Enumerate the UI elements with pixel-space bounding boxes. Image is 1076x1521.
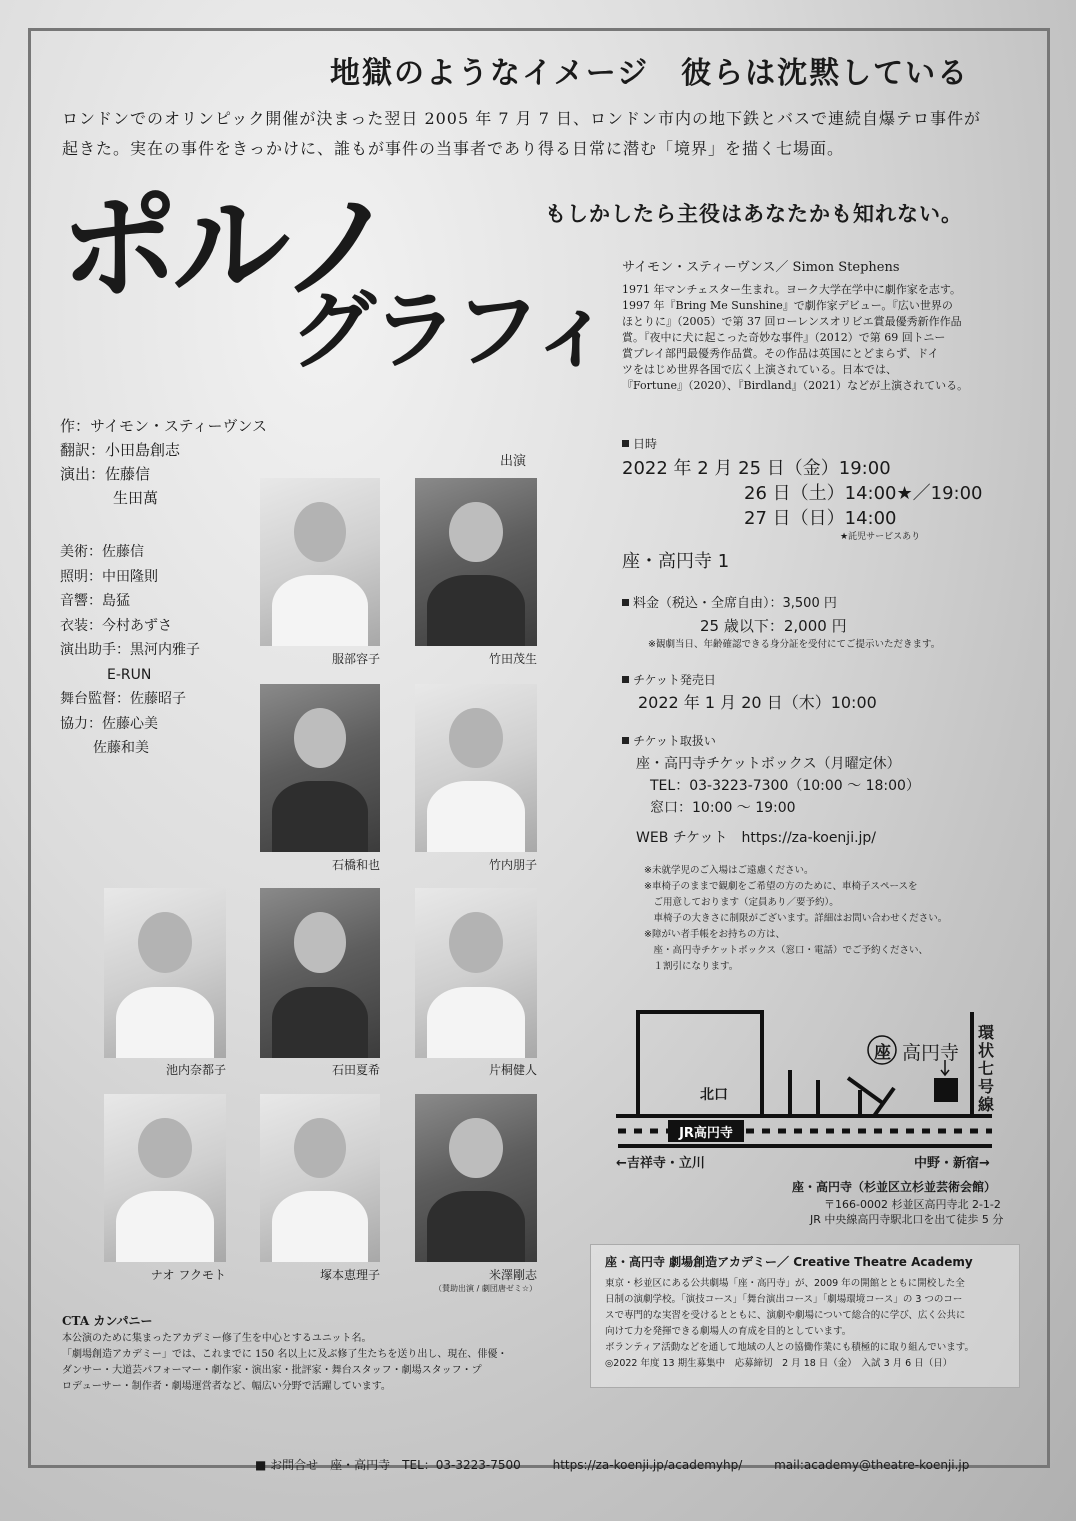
note-line: ※車椅子のままで観劇をご希望の方のために、車椅子スペースを <box>644 881 918 892</box>
cast-photo <box>415 1094 537 1262</box>
tagline: もしかしたら主役はあなたかも知れない。 <box>545 201 963 226</box>
venue-mark: 座 <box>874 1043 891 1063</box>
academy-line: スで専門的な実習を受けるとともに、演劇や劇場について総合的に学び、広く公共に <box>605 1310 966 1321</box>
credit-row <box>60 712 200 737</box>
academy-line: ◎2022 年度 13 期生募集中 応募締切 2 月 18 日（金） 入試 3 月 6 日（日） <box>605 1358 953 1369</box>
cast-note: （賛助出演 / 劇団唐ゼミ☆） <box>434 1284 537 1293</box>
ticket-box: 座・高円寺チケットボックス（月曜定休） <box>636 756 901 772</box>
academy-body <box>605 1276 1019 1372</box>
cast-photo <box>104 888 226 1058</box>
credit-row <box>60 589 200 614</box>
square-bullet-icon <box>622 440 629 447</box>
headline: 地獄のようなイメージ 彼らは沈黙している <box>330 56 970 91</box>
play-title-line2: グラフィ <box>290 280 612 381</box>
cast-photo <box>260 684 380 852</box>
credit-role: 舞台監督： <box>60 691 130 707</box>
author-bio <box>622 260 1032 394</box>
station-label: JR高円寺 <box>679 1126 733 1141</box>
ticket-tel: TEL：03-3223-7300（10:00 ～ 18:00） <box>650 778 920 794</box>
credit-name: E-RUN <box>107 666 152 683</box>
credit-name: 生田萬 <box>113 489 159 507</box>
credit-role: 照明： <box>60 568 102 585</box>
credit-row <box>60 414 267 438</box>
academy-line: ボランティア活動などを通して地域の人との協働作業にも積極的に取り組んでいます。 <box>605 1342 974 1353</box>
bio-line: 1971 年マンチェスター生まれ。ヨーク大学在学中に劇作家を志す。 <box>622 283 961 296</box>
credit-role: 協力： <box>60 715 102 732</box>
venue-hall: 座・高円寺 1 <box>622 551 730 572</box>
author-bio-heading: サイモン・スティーヴンス／ Simon Stephens <box>622 260 900 275</box>
cast-photo <box>260 1094 380 1262</box>
sale-label: チケット発売日 <box>633 673 716 687</box>
credit-row <box>60 687 200 712</box>
academy-line: 東京・杉並区にある公共劇場「座・高円寺」が、2009 年の開館とともに開校した全 <box>605 1278 965 1289</box>
academy-line: 向けて力を発揮できる劇場人の育成を目的としています。 <box>605 1326 852 1337</box>
cta-line: 本公演のために集まったアカデミー修了生を中心とするユニット名。 <box>62 1333 372 1344</box>
bio-line: ツをはじめ世界各国で広く上演されている。日本では、 <box>622 363 897 376</box>
bio-line: 賞。『夜中に犬に起こった奇妙な事件』（2012）で第 69 回トニー <box>622 331 946 344</box>
ticket-window: 窓口：10:00 ～ 19:00 <box>650 800 796 816</box>
note-line: ※障がい者手帳をお持ちの方は、 <box>644 929 785 940</box>
note-line: 座・高円寺チケットボックス（窓口・電話）でご予約ください、 <box>644 945 929 956</box>
cta-line: ダンサー・大道芸パフォーマー・劇作家・演出家・批評家・舞台スタッフ・劇場スタッフ・プ <box>62 1365 482 1376</box>
cast-name: 池内奈都子 <box>165 1063 226 1077</box>
schedule-line: 26 日（土）14:00★／19:00 <box>744 483 983 504</box>
footer-contact <box>255 1456 969 1473</box>
credit-role: 衣装： <box>60 617 102 634</box>
credit-row <box>60 565 200 590</box>
cta-line: ロデューサー・制作者・劇場運営者など、幅広い分野で活躍しています。 <box>62 1381 391 1392</box>
cast-photo <box>415 684 537 852</box>
cast-name: 石田夏希 <box>331 1063 380 1077</box>
access-map <box>612 1008 1012 1173</box>
note-line: ご用意しております（定員あり／要予約）。 <box>644 897 839 908</box>
credit-row <box>60 438 267 462</box>
venue-address: 〒166-0002 杉並区高円寺北 2-1-2 <box>824 1198 1001 1211</box>
sale-date: 2022 年 1 月 20 日（木）10:00 <box>638 693 877 712</box>
cast-heading: 出演 <box>500 454 527 469</box>
cta-title: CTA カンパニー <box>62 1314 153 1328</box>
cast-name: ナオ フクモト <box>150 1268 226 1282</box>
schedule-line: 2022 年 2 月 25 日（金）19:00 <box>622 458 891 479</box>
cast-name: 竹田茂生 <box>488 652 537 666</box>
cast-photo <box>104 1094 226 1262</box>
note-line: １割引になります。 <box>644 961 739 972</box>
east-direction: 中野・新宿→ <box>914 1156 990 1171</box>
section-label <box>622 435 1042 452</box>
academy-box <box>590 1244 1020 1388</box>
cast-name: 石橋和也 <box>331 858 380 872</box>
academy-url-link[interactable]: https://za-koenji.jp/academyhp/ <box>552 1458 743 1472</box>
venue-info <box>792 1180 1003 1227</box>
cast-photo <box>260 888 380 1058</box>
cast-name: 服部容子 <box>331 652 380 666</box>
map-venue-label: 高円寺 <box>902 1042 960 1064</box>
main-credits <box>60 414 267 510</box>
notes <box>622 863 1042 975</box>
cta-company <box>62 1312 542 1395</box>
bio-line: 『Fortune』（2020）、『Birdland』（2021）などが上演されている。 <box>622 379 969 392</box>
credit-role: 音響： <box>60 593 102 609</box>
credit-name: 黒河内雅子 <box>130 642 200 658</box>
staff-credits <box>60 540 200 761</box>
cast-photo <box>415 478 537 646</box>
cast-name: 塚本恵理子 <box>319 1268 380 1282</box>
credit-name: 中田隆則 <box>102 568 158 585</box>
schedule-line: 27 日（日）14:00 <box>744 508 897 529</box>
schedule-label: 日時 <box>633 437 658 451</box>
credit-name: 小田島創志 <box>105 441 181 459</box>
cast-name: 片桐健人 <box>488 1063 537 1077</box>
cta-line: 「劇場創造アカデミー」では、これまでに 150 名以上に及ぶ修了生たちを送り出し、現在、俳優・ <box>62 1349 508 1360</box>
play-title-line1: ポルノ <box>60 177 392 316</box>
credit-name: 今村あずさ <box>102 617 172 634</box>
credit-name: 佐藤昭子 <box>130 691 186 707</box>
academy-line: 日制の演劇学校。「演技コース」「舞台演出コース」「劇場環境コース」の 3 つのコー <box>605 1294 963 1305</box>
price-note: ※観劇当日、年齢確認できる身分証を受付にてご提示いただきます。 <box>648 639 941 650</box>
bio-line: 賞プレイ部門最優秀作品賞。その作品は英国にとどまらず、ドイ <box>622 347 939 360</box>
intro-line: ロンドンでのオリンピック開催が決まった翌日 2005 年 7 月 7 日、ロンドン市内の地下鉄とバスで連続自爆テロ事件が <box>62 109 981 128</box>
west-direction: ←吉祥寺・立川 <box>616 1156 705 1171</box>
intro-text <box>62 104 1022 164</box>
bio-line: 1997 年『Bring Me Sunshine』で劇作家デビュー。『広い世界の <box>622 299 953 312</box>
price-youth: 25 歳以下：2,000 円 <box>700 617 847 635</box>
square-bullet-icon <box>622 599 629 606</box>
north-exit-label: 北口 <box>700 1087 728 1103</box>
academy-title: 座・高円寺 劇場創造アカデミー／ Creative Theatre Academy <box>605 1255 973 1269</box>
kanjo-label: 環状七号線 <box>978 1023 995 1114</box>
credit-name: 佐藤和美 <box>93 740 149 756</box>
credit-role: 作： <box>60 417 91 435</box>
credit-name: 島猛 <box>102 593 130 609</box>
credit-role: 演出助手： <box>60 642 130 658</box>
bio-line: ほとりに』（2005）で第 37 回ローレンスオリビエ賞最優秀新作作品 <box>622 315 962 328</box>
cta-body <box>62 1331 542 1395</box>
square-bullet-icon <box>622 676 629 683</box>
cast-photo <box>415 888 537 1058</box>
map-drawing <box>612 1008 1012 1173</box>
tickets-label: チケット取扱い <box>633 734 716 748</box>
credit-name: サイモン・スティーヴンス <box>90 417 268 435</box>
note-line: 車椅子の大きさに制限がございます。詳細はお問い合わせください。 <box>644 913 948 924</box>
contact-email-link[interactable]: mail:academy@theatre-koenji.jp <box>774 1458 970 1472</box>
credit-name: 佐藤信 <box>105 465 151 483</box>
intro-line: 起きた。実在の事件をきっかけに、誰もが事件の当事者であり得る日常に潜む「境界」を描く七場面。 <box>62 139 845 158</box>
credit-row <box>60 638 200 663</box>
event-info <box>622 435 1042 975</box>
credit-row <box>60 462 267 486</box>
note-line: ※未就学児のご入場はご遠慮ください。 <box>644 865 814 876</box>
section-label <box>622 671 1042 688</box>
square-bullet-icon <box>622 737 629 744</box>
contact-phone: ■ お問合せ 座・高円寺 TEL：03-3223-7500 <box>255 1458 521 1472</box>
credit-name: 佐藤心美 <box>102 715 158 732</box>
venue-access: JR 中央線高円寺駅北口を出て徒歩 5 分 <box>810 1213 1004 1226</box>
cast-name: 竹内朋子 <box>488 858 537 872</box>
credit-row <box>60 540 200 565</box>
section-label <box>622 732 1042 749</box>
credit-row <box>60 614 200 639</box>
venue-name: 座・高円寺（杉並区立杉並芸術会館） <box>792 1180 997 1194</box>
price-row <box>622 592 1042 611</box>
schedule-note: ★託児サービスあり <box>840 532 921 542</box>
web-ticket-link[interactable]: WEB チケット https://za-koenji.jp/ <box>636 830 877 846</box>
credit-role: 美術： <box>60 544 102 560</box>
credit-role: 翻訳： <box>60 441 106 459</box>
venue-building <box>934 1078 958 1102</box>
credit-role: 演出： <box>60 465 106 483</box>
price-general: 料金（税込・全席自由）：3,500 円 <box>633 596 837 611</box>
cast-photo <box>260 478 380 646</box>
cast-name: 米澤剛志 <box>488 1268 537 1282</box>
credit-name: 佐藤信 <box>102 544 144 560</box>
